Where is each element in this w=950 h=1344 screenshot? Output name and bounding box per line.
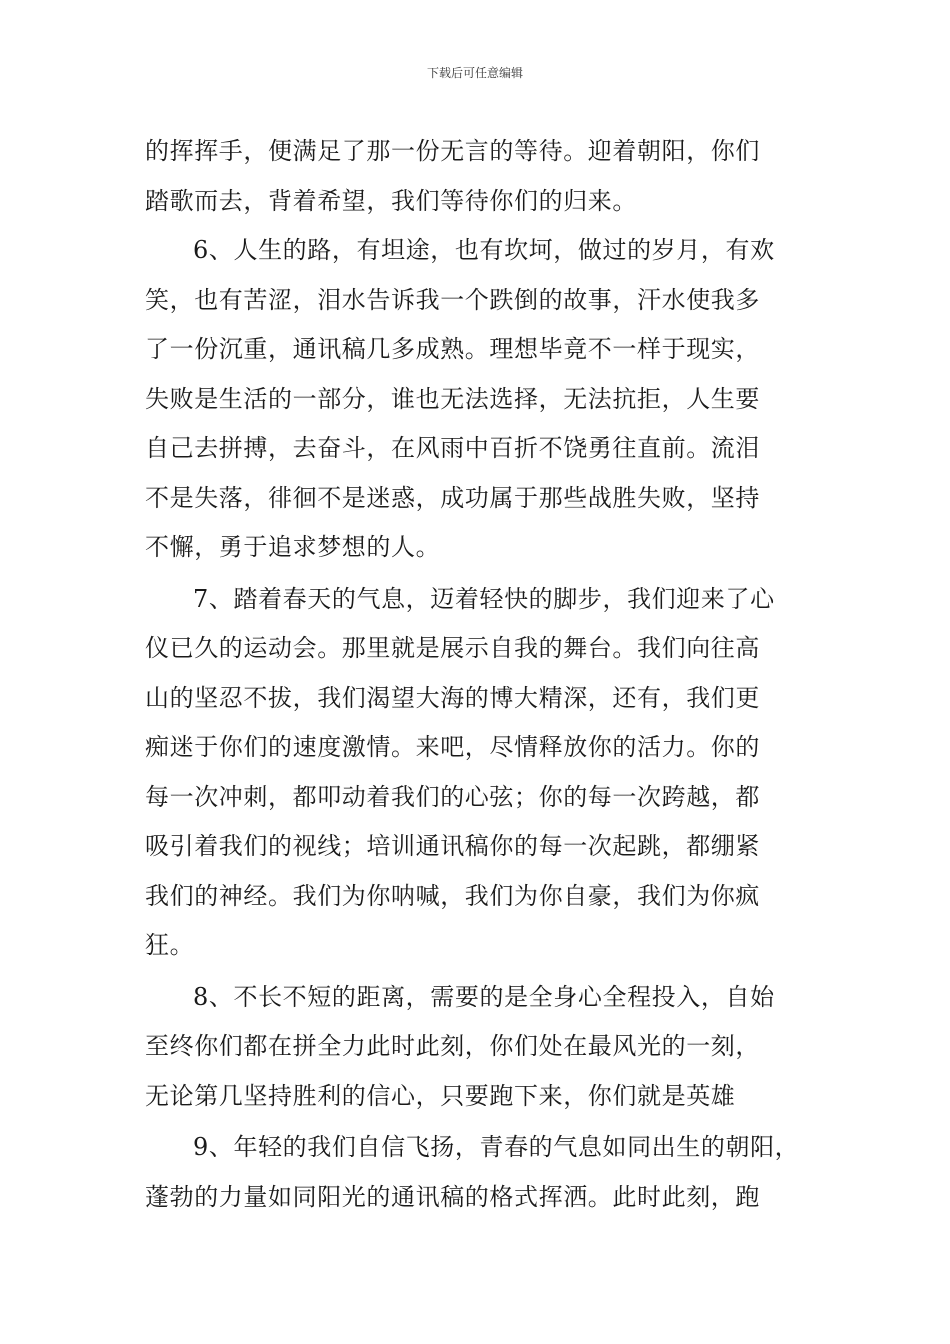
text-line: 了一份沉重，通讯稿几多成熟。理想毕竟不一样于现实，	[145, 335, 760, 363]
text-line: 无论第几坚持胜利的信心，只要跑下来，你们就是英雄	[145, 1082, 736, 1110]
text-line: 狂。	[145, 931, 195, 959]
text-line: 不懈，勇于追求梦想的人。	[145, 533, 441, 561]
text-line: 笑，也有苦涩，泪水告诉我一个跌倒的故事，汗水使我多	[145, 286, 760, 314]
paragraph-start-line: 9、年轻的我们自信飞扬，青春的气息如同出生的朝阳，	[193, 1133, 800, 1161]
text-line: 山的坚忍不拔，我们渴望大海的博大精深，还有，我们更	[145, 684, 760, 712]
text-line: 每一次冲刺，都叩动着我们的心弦；你的每一次跨越，都	[145, 783, 760, 811]
text-line: 仪已久的运动会。那里就是展示自我的舞台。我们向往高	[145, 634, 760, 662]
text-line: 痴迷于你们的速度激情。来吧，尽情释放你的活力。你的	[145, 733, 760, 761]
page-header: 下载后可任意编辑	[426, 66, 523, 80]
paragraph-start-line: 8、不长不短的距离，需要的是全身心全程投入，自始	[193, 983, 775, 1011]
paragraph-start-line: 7、踏着春天的气息，迈着轻快的脚步，我们迎来了心	[193, 585, 775, 613]
text-line: 我们的神经。我们为你呐喊，我们为你自豪，我们为你疯	[145, 882, 760, 910]
text-line: 不是失落，徘徊不是迷惑，成功属于那些战胜失败，坚持	[145, 484, 760, 512]
paragraph-start-line: 6、人生的路，有坦途，也有坎坷，做过的岁月，有欢	[193, 236, 775, 264]
text-line: 踏歌而去，背着希望，我们等待你们的归来。	[145, 187, 637, 215]
text-line: 的挥挥手，便满足了那一份无言的等待。迎着朝阳，你们	[145, 137, 760, 165]
text-line: 蓬勃的力量如同阳光的通讯稿的格式挥洒。此时此刻，跑	[145, 1183, 760, 1211]
text-line: 失败是生活的一部分，谁也无法选择，无法抗拒，人生要	[145, 385, 760, 413]
text-line: 自己去拼搏，去奋斗，在风雨中百折不饶勇往直前。流泪	[145, 434, 760, 462]
text-line: 至终你们都在拼全力此时此刻，你们处在最风光的一刻，	[145, 1032, 760, 1060]
text-line: 吸引着我们的视线；培训通讯稿你的每一次起跳，都绷紧	[145, 832, 760, 860]
